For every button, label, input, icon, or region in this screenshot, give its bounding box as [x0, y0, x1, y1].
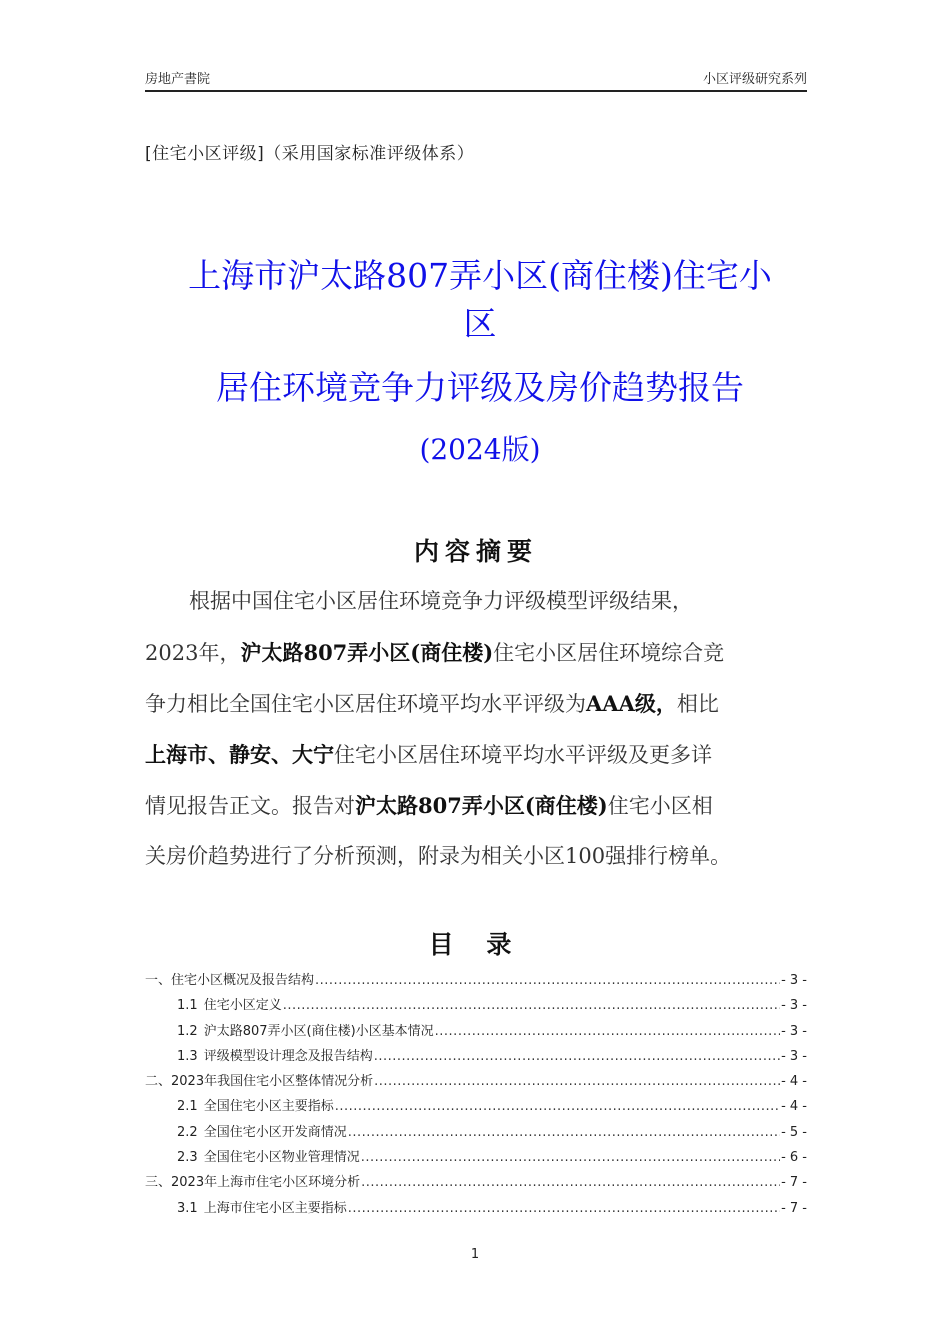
summary-line — [145, 576, 807, 627]
toc-heading: 目 录 — [428, 930, 524, 959]
summary-text: 争力相比全国住宅小区居住环境平均水平评级为 — [145, 692, 586, 716]
toc-entry-number: 一、 — [145, 973, 172, 988]
toc-entry-page: - 3 - — [781, 998, 807, 1014]
toc-entry[interactable] — [145, 968, 807, 993]
toc-entry-number: 3.1 — [177, 1200, 198, 1216]
summary-text: 2023年， — [145, 641, 241, 665]
toc-entry[interactable] — [145, 1094, 807, 1119]
toc-entry-page: - 3 - — [781, 1023, 807, 1039]
toc-entry-number: 1.3 — [177, 1048, 198, 1064]
toc-leader-dots — [374, 1069, 780, 1094]
summary-text: 住宅小区居住环境平均水平评级及更多详 — [334, 743, 712, 767]
report-edition: (2024版) — [419, 433, 541, 466]
summary-text: 情见报告正文。报告对 — [145, 794, 355, 818]
summary-line — [145, 729, 807, 780]
toc-entry-title: 上海市住宅小区主要指标 — [203, 1200, 347, 1216]
toc-entry-page: - 7 - — [781, 1200, 807, 1216]
header-series: 小区评级研究系列 — [702, 72, 807, 87]
toc-entry-page: - 4 - — [781, 1074, 807, 1090]
toc-leader-dots — [435, 1019, 780, 1044]
toc-entry-title: 2023年上海市住宅小区环境分析 — [171, 1175, 361, 1191]
toc-entry-number: 二、 — [145, 1074, 172, 1090]
summary-heading: 内容摘要 — [413, 537, 538, 566]
summary-text: 住宅小区居住环境综合竞 — [493, 641, 725, 665]
toc-entry[interactable] — [145, 1170, 807, 1195]
header-publisher: 房地产書院 — [145, 72, 211, 87]
summary-line — [145, 678, 807, 729]
summary-text: 住宅小区相 — [607, 794, 713, 818]
toc-entry[interactable] — [145, 1120, 807, 1145]
toc-entry[interactable] — [145, 993, 807, 1018]
toc-entry-title: 2023年我国住宅小区整体情况分析 — [171, 1074, 374, 1090]
toc-entry[interactable] — [145, 1196, 807, 1221]
report-title-line-3: 居住环境竞争力评级及房价趋势报告 — [216, 368, 744, 407]
summary-emphasis: 沪太路807弄小区(商住楼) — [240, 640, 494, 665]
summary-line — [145, 831, 807, 882]
summary-emphasis: AAA级， — [586, 691, 677, 716]
toc-entry-number: 2.2 — [177, 1124, 198, 1140]
toc-leader-dots — [315, 968, 780, 993]
summary-paragraph — [145, 576, 807, 882]
toc-entry-title: 全国住宅小区物业管理情况 — [203, 1150, 360, 1166]
toc-entry[interactable] — [145, 1019, 807, 1044]
page-number: 1 — [470, 1247, 480, 1262]
toc-entry-number: 三、 — [145, 1175, 172, 1191]
toc-leader-dots — [374, 1044, 780, 1069]
toc-entry-number: 2.1 — [177, 1099, 198, 1115]
toc-leader-dots — [348, 1120, 780, 1145]
toc-leader-dots — [335, 1094, 780, 1119]
toc-entry-title: 住宅小区定义 — [203, 998, 282, 1014]
toc-entry-title: 沪太路807弄小区(商住楼)小区基本情况 — [203, 1023, 434, 1039]
toc-entry-page: - 7 - — [781, 1175, 807, 1191]
toc-entry[interactable] — [145, 1069, 807, 1094]
report-tagline: [住宅小区评级]（采用国家标准评级体系） — [145, 144, 475, 164]
toc-leader-dots — [361, 1145, 780, 1170]
toc-entry-page: - 5 - — [781, 1124, 807, 1140]
toc-entry-title: 住宅小区概况及报告结构 — [171, 973, 315, 988]
toc-entry-page: - 3 - — [781, 1048, 807, 1064]
toc-entry-page: - 4 - — [781, 1099, 807, 1115]
toc-entry-title: 评级模型设计理念及报告结构 — [203, 1048, 373, 1064]
summary-line — [145, 627, 807, 678]
toc-entry-number: 1.2 — [177, 1023, 198, 1039]
toc-entry-page: - 3 - — [781, 973, 807, 988]
toc-leader-dots — [361, 1170, 780, 1195]
table-of-contents — [145, 968, 807, 1221]
report-title-line-1: 上海市沪太路807弄小区(商住楼)住宅小 — [188, 256, 772, 295]
toc-entry-title: 全国住宅小区开发商情况 — [203, 1124, 347, 1140]
report-title-line-2: 区 — [463, 304, 497, 343]
summary-emphasis: 沪太路807弄小区(商住楼) — [355, 793, 608, 818]
summary-text: 相比 — [676, 692, 719, 716]
summary-text: 关房价趋势进行了分析预测，附录为相关小区100强排行榜单。 — [145, 844, 732, 868]
summary-text: 根据中国住宅小区居住环境竞争力评级模型评级结果， — [189, 589, 693, 613]
toc-leader-dots — [283, 993, 780, 1018]
toc-entry-number: 2.3 — [177, 1150, 198, 1166]
toc-entry[interactable] — [145, 1145, 807, 1170]
summary-emphasis: 上海市、静安、大宁 — [145, 742, 334, 767]
toc-leader-dots — [348, 1196, 780, 1221]
toc-entry-number: 1.1 — [177, 998, 198, 1014]
toc-entry[interactable] — [145, 1044, 807, 1069]
toc-entry-title: 全国住宅小区主要指标 — [203, 1099, 334, 1115]
toc-entry-page: - 6 - — [781, 1150, 807, 1166]
summary-line — [145, 780, 807, 831]
page-header — [145, 66, 807, 92]
